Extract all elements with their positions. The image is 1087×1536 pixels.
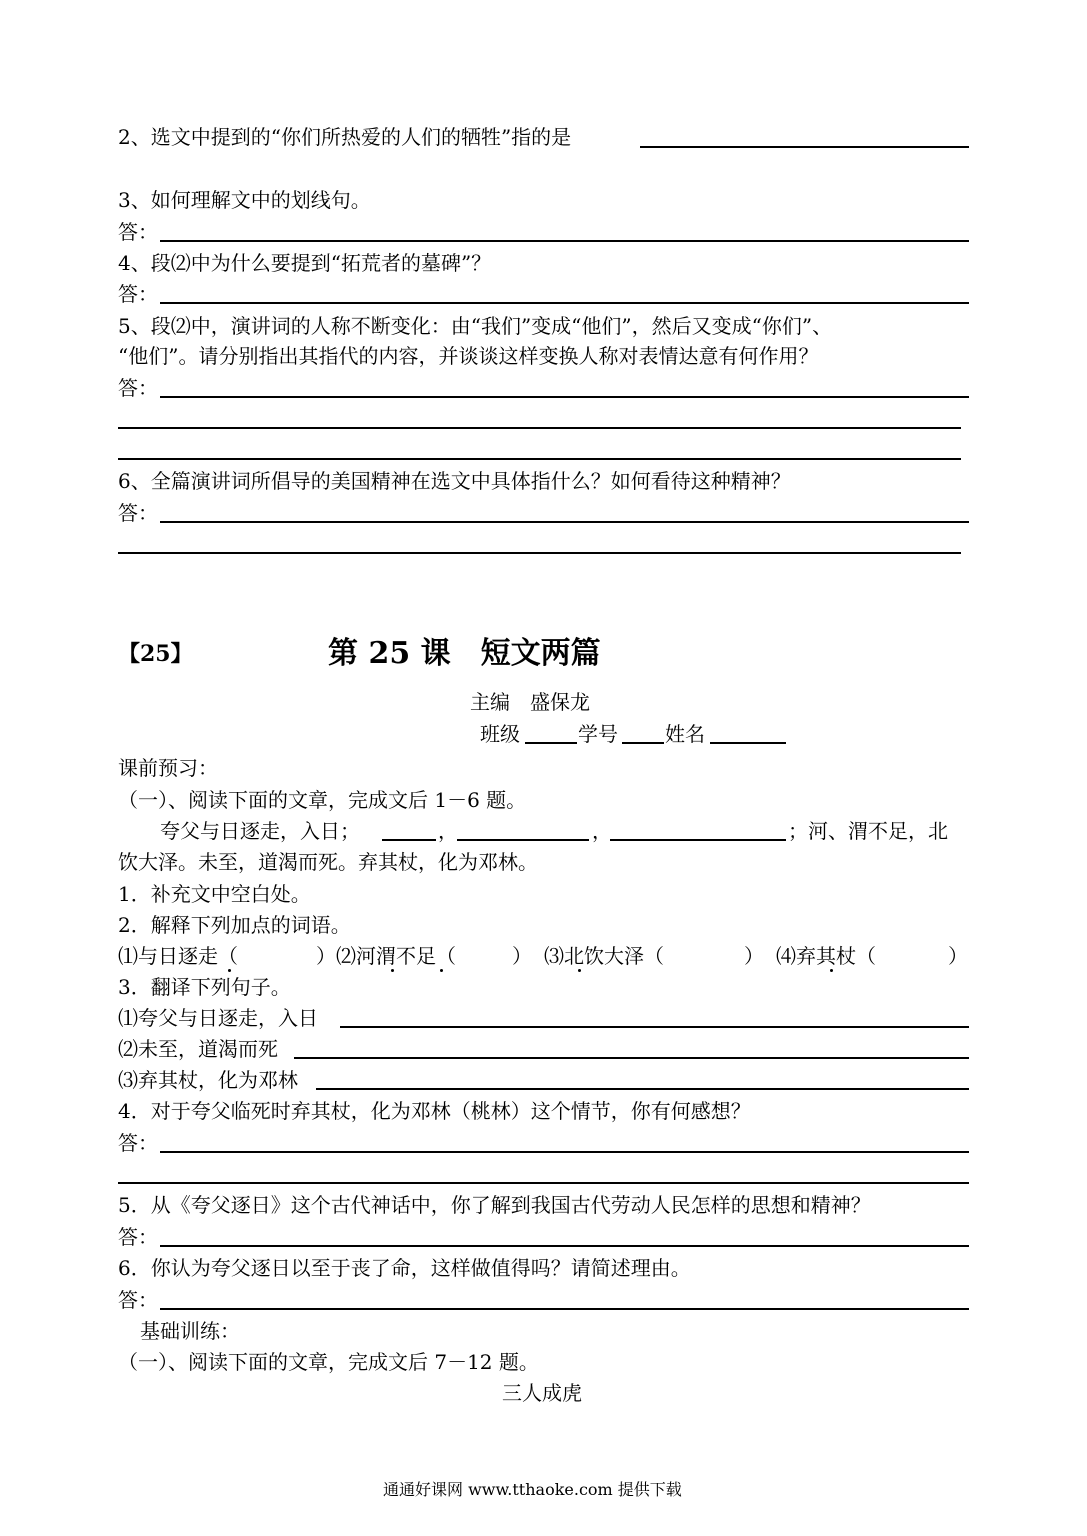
- q2-item-3-close: ）: [744, 944, 764, 968]
- training-heading: 基础训练：: [140, 1319, 240, 1343]
- answer-line-q5-2[interactable]: [118, 427, 961, 429]
- emphasis-dot: [228, 969, 231, 972]
- passage-blank-2[interactable]: [457, 839, 589, 841]
- preview-q4: 4．对于夸父临死时弃其杖，化为邓林（桃林）这个情节，你有何感想？: [118, 1099, 751, 1123]
- q3-item-1: ⑴夸父与日逐走，入日: [118, 1006, 318, 1030]
- question-6: 6、全篇演讲词所倡导的美国精神在选文中具体指什么？如何看待这种精神？: [118, 469, 791, 493]
- answer-label: 答：: [118, 1288, 158, 1312]
- emphasis-dot: [830, 969, 833, 972]
- preview-q2: 2．解释下列加点的词语。: [118, 913, 351, 937]
- answer-line-q6-2[interactable]: [118, 552, 961, 554]
- passage-blank-3[interactable]: [610, 839, 786, 841]
- q2-item-2: ）⑵河渭不足（: [316, 944, 456, 968]
- answer-line-q5-1[interactable]: [160, 396, 969, 398]
- preview-q3: 3．翻译下列句子。: [118, 975, 291, 999]
- answer-line-q2[interactable]: [640, 146, 969, 148]
- q2-item-2-close: ）: [512, 944, 532, 968]
- q2-item-1: ⑴与日逐走（: [118, 944, 238, 968]
- translate-line-2[interactable]: [294, 1057, 969, 1059]
- question-5-line-2: “他们”。请分别指出其指代的内容，并谈谈这样变换人称对表情达意有何作用？: [118, 344, 819, 368]
- answer-line-q5-3[interactable]: [118, 458, 961, 460]
- id-field[interactable]: [622, 742, 664, 744]
- answer-label: 答：: [118, 1131, 158, 1155]
- question-3: 3、如何理解文中的划线句。: [118, 188, 371, 212]
- lesson-editor: 主编 盛保龙: [470, 690, 590, 714]
- q2-item-3: ⑶北饮大泽（: [544, 944, 664, 968]
- answer-line-q3[interactable]: [160, 240, 969, 242]
- preview-q1: 1．补充文中空白处。: [118, 882, 311, 906]
- id-label: 学号: [578, 722, 618, 746]
- translate-line-1[interactable]: [340, 1026, 969, 1028]
- question-4: 4、段⑵中为什么要提到“拓荒者的墓碑”？: [118, 251, 492, 275]
- passage-subtitle: 三人成虎: [502, 1381, 582, 1405]
- passage-blank-1[interactable]: [382, 839, 436, 841]
- name-label: 姓名: [665, 722, 705, 746]
- answer-line-p5[interactable]: [160, 1245, 969, 1247]
- class-label: 班级: [480, 722, 520, 746]
- preview-part-1: （一）、阅读下面的文章，完成文后 1－6 题。: [118, 788, 527, 812]
- passage-comma-2: ，: [592, 819, 612, 843]
- answer-line-q4[interactable]: [160, 302, 969, 304]
- passage-start: 夸父与日逐走，入日；: [160, 819, 360, 843]
- answer-label: 答：: [118, 282, 158, 306]
- q2-item-4: ⑷弃其杖（: [776, 944, 876, 968]
- emphasis-dot: [391, 969, 394, 972]
- emphasis-dot: [578, 969, 581, 972]
- answer-line-p6[interactable]: [160, 1308, 969, 1310]
- passage-comma-1: ，: [438, 819, 458, 843]
- answer-line-q6-1[interactable]: [160, 521, 969, 523]
- preview-q5: 5．从《夸父逐日》这个古代神话中，你了解到我国古代劳动人民怎样的思想和精神？: [118, 1193, 871, 1217]
- question-5-line-1: 5、段⑵中，演讲词的人称不断变化：由“我们”变成“他们”，然后又变成“你们”、: [118, 314, 833, 338]
- q2-item-4-close: ）: [948, 944, 968, 968]
- answer-label: 答：: [118, 376, 158, 400]
- answer-label: 答：: [118, 1225, 158, 1249]
- passage-line-2: 饮大泽。未至，道渴而死。弃其杖，化为邓林。: [118, 850, 538, 874]
- emphasis-dot: [440, 969, 443, 972]
- translate-line-3[interactable]: [316, 1088, 969, 1090]
- answer-label: 答：: [118, 501, 158, 525]
- q3-item-3: ⑶弃其杖，化为邓林: [118, 1068, 298, 1092]
- preview-heading: 课前预习：: [118, 756, 218, 780]
- answer-line-p4-2[interactable]: [118, 1182, 969, 1184]
- class-field[interactable]: [525, 742, 577, 744]
- question-2: 2、选文中提到的“你们所热爱的人们的牺牲”指的是: [118, 125, 572, 149]
- q3-item-2: ⑵未至，道渴而死: [118, 1037, 278, 1061]
- name-field[interactable]: [710, 742, 786, 744]
- passage-mid: ；河、渭不足，北: [788, 819, 948, 843]
- preview-q6: 6．你认为夸父逐日以至于丧了命，这样做值得吗？请简述理由。: [118, 1256, 691, 1280]
- footer-text: 通通好课网 www.tthaoke.com 提供下载: [383, 1480, 682, 1499]
- lesson-tag: 【25】: [118, 641, 193, 667]
- training-part-1: （一）、阅读下面的文章，完成文后 7－12 题。: [118, 1350, 539, 1374]
- answer-line-p4-1[interactable]: [160, 1151, 969, 1153]
- lesson-title: 第 25 课 短文两篇: [328, 636, 601, 671]
- answer-label: 答：: [118, 220, 158, 244]
